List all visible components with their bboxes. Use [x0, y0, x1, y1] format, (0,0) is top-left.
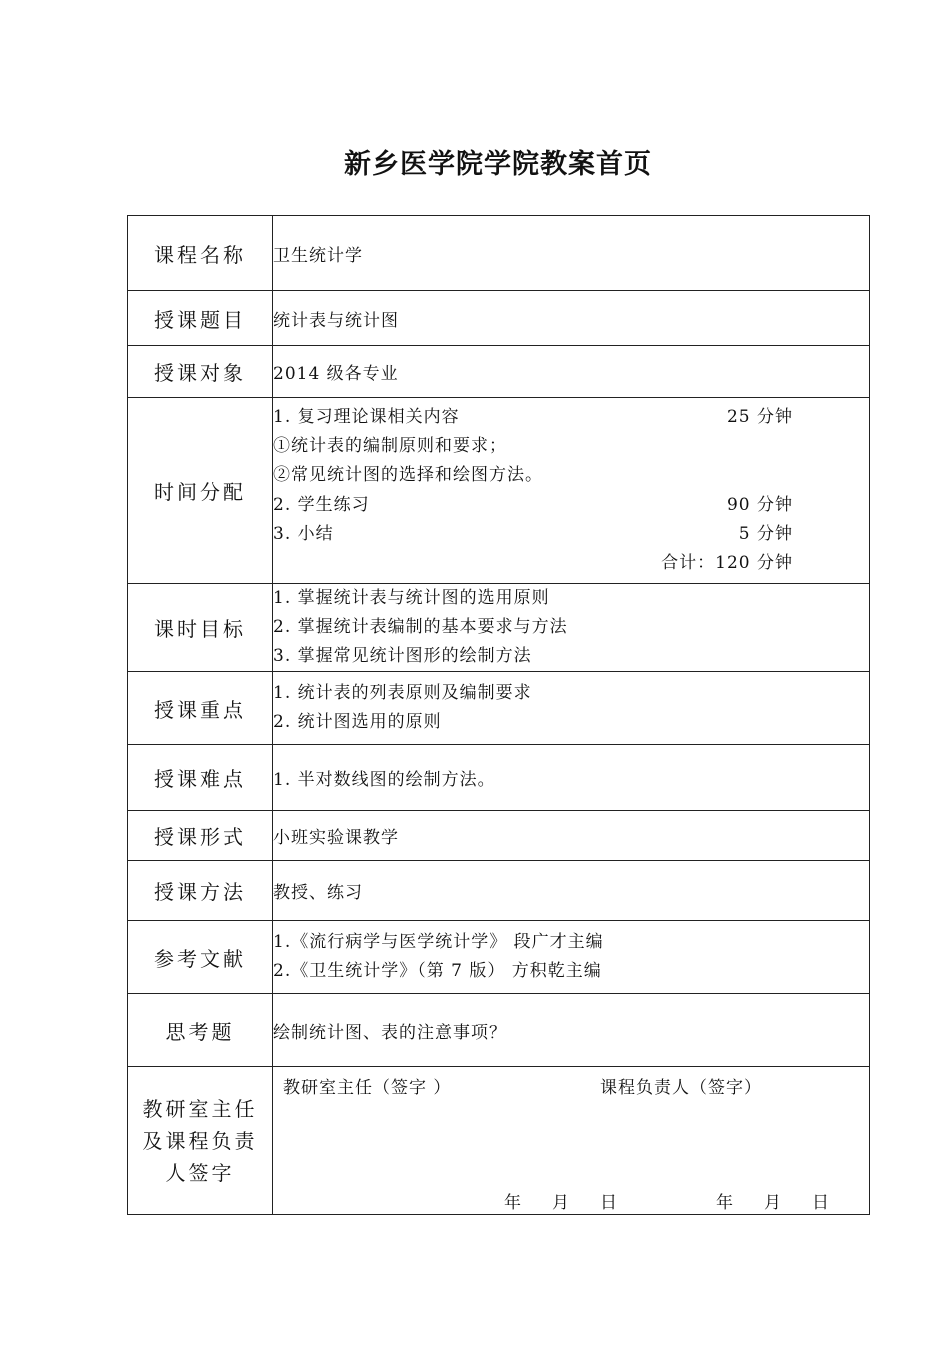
label-objectives: 课时目标 — [128, 584, 273, 672]
page-title: 新乡医学院学院教案首页 — [344, 149, 652, 180]
row-objectives — [128, 584, 870, 672]
list-item: 3. 掌握常见统计图形的绘制方法 — [273, 646, 532, 666]
row-key-points — [128, 672, 870, 745]
row-difficulties — [128, 745, 870, 811]
time-line-text: ②常见统计图的选择和绘图方法。 — [273, 465, 543, 486]
time-line-text: 2. 学生练习 — [273, 494, 370, 515]
row-topic — [128, 291, 870, 346]
label-time-allocation: 时间分配 — [128, 398, 273, 584]
row-references — [128, 921, 870, 994]
label-signature-line: 人签字 — [165, 1160, 235, 1185]
value-key-points — [273, 672, 870, 745]
label-difficulties: 授课难点 — [128, 745, 273, 811]
label-key-points: 授课重点 — [128, 672, 273, 745]
time-line — [273, 461, 869, 490]
label-method: 授课方法 — [128, 861, 273, 921]
list-item: 2.《卫生统计学》（第 7 版） 方积乾主编 — [273, 961, 602, 981]
row-form — [128, 811, 870, 861]
list-item: 2. 统计图选用的原则 — [273, 712, 442, 732]
time-line — [273, 403, 869, 432]
director-signature-label: 教研室主任（签字 ） — [283, 1078, 452, 1098]
label-course-name: 课程名称 — [128, 216, 273, 291]
row-thinking — [128, 994, 870, 1067]
time-line-duration: 25 分钟 — [726, 406, 793, 427]
time-line — [273, 432, 869, 461]
label-thinking: 思考题 — [128, 994, 273, 1067]
time-line-text: 1. 复习理论课相关内容 — [273, 406, 460, 427]
lesson-plan-table — [127, 215, 870, 1215]
date-year-1: 年 — [504, 1193, 522, 1213]
list-item: 1. 掌握统计表与统计图的选用原则 — [273, 588, 550, 608]
value-references — [273, 921, 870, 994]
row-course-name — [128, 216, 870, 291]
time-line-duration: 90 分钟 — [726, 494, 793, 515]
date-month-2: 月 — [764, 1193, 782, 1213]
row-signature — [128, 1067, 870, 1215]
label-signature-line: 及课程负责 — [142, 1128, 258, 1153]
row-method — [128, 861, 870, 921]
time-line — [273, 491, 869, 520]
label-topic: 授课题目 — [128, 291, 273, 346]
list-item: 1.《流行病学与医学统计学》 段广才主编 — [273, 932, 604, 952]
date-year-2: 年 — [716, 1193, 734, 1213]
value-signature — [273, 1067, 870, 1215]
date-day-1: 日 — [600, 1193, 618, 1213]
value-form: 小班实验课教学 — [273, 811, 870, 861]
row-audience — [128, 346, 870, 398]
time-line — [273, 520, 869, 549]
label-audience: 授课对象 — [128, 346, 273, 398]
owner-signature-label: 课程负责人（签字） — [600, 1078, 762, 1098]
row-time-allocation — [128, 398, 870, 584]
time-line-duration: 5 分钟 — [738, 523, 793, 544]
label-signature — [128, 1067, 273, 1215]
date-day-2: 日 — [812, 1193, 830, 1213]
time-line — [273, 549, 869, 578]
value-thinking: 绘制统计图、表的注意事项？ — [273, 994, 870, 1067]
list-item: 1. 统计表的列表原则及编制要求 — [273, 683, 532, 703]
value-course-name: 卫生统计学 — [273, 216, 870, 291]
value-method: 教授、练习 — [273, 861, 870, 921]
label-references: 参考文献 — [128, 921, 273, 994]
value-topic: 统计表与统计图 — [273, 291, 870, 346]
time-line-text: ①统计表的编制原则和要求； — [273, 435, 507, 456]
value-objectives — [273, 584, 870, 672]
time-total: 合计：120 分钟 — [661, 553, 793, 574]
label-signature-line: 教研室主任 — [142, 1096, 258, 1121]
time-line-text: 3. 小结 — [273, 523, 334, 544]
label-form: 授课形式 — [128, 811, 273, 861]
value-audience: 2014 级各专业 — [273, 346, 870, 398]
list-item: 2. 掌握统计表编制的基本要求与方法 — [273, 617, 568, 637]
date-month-1: 月 — [552, 1193, 570, 1213]
value-time-allocation — [273, 398, 870, 584]
value-difficulties: 1. 半对数线图的绘制方法。 — [273, 745, 870, 811]
